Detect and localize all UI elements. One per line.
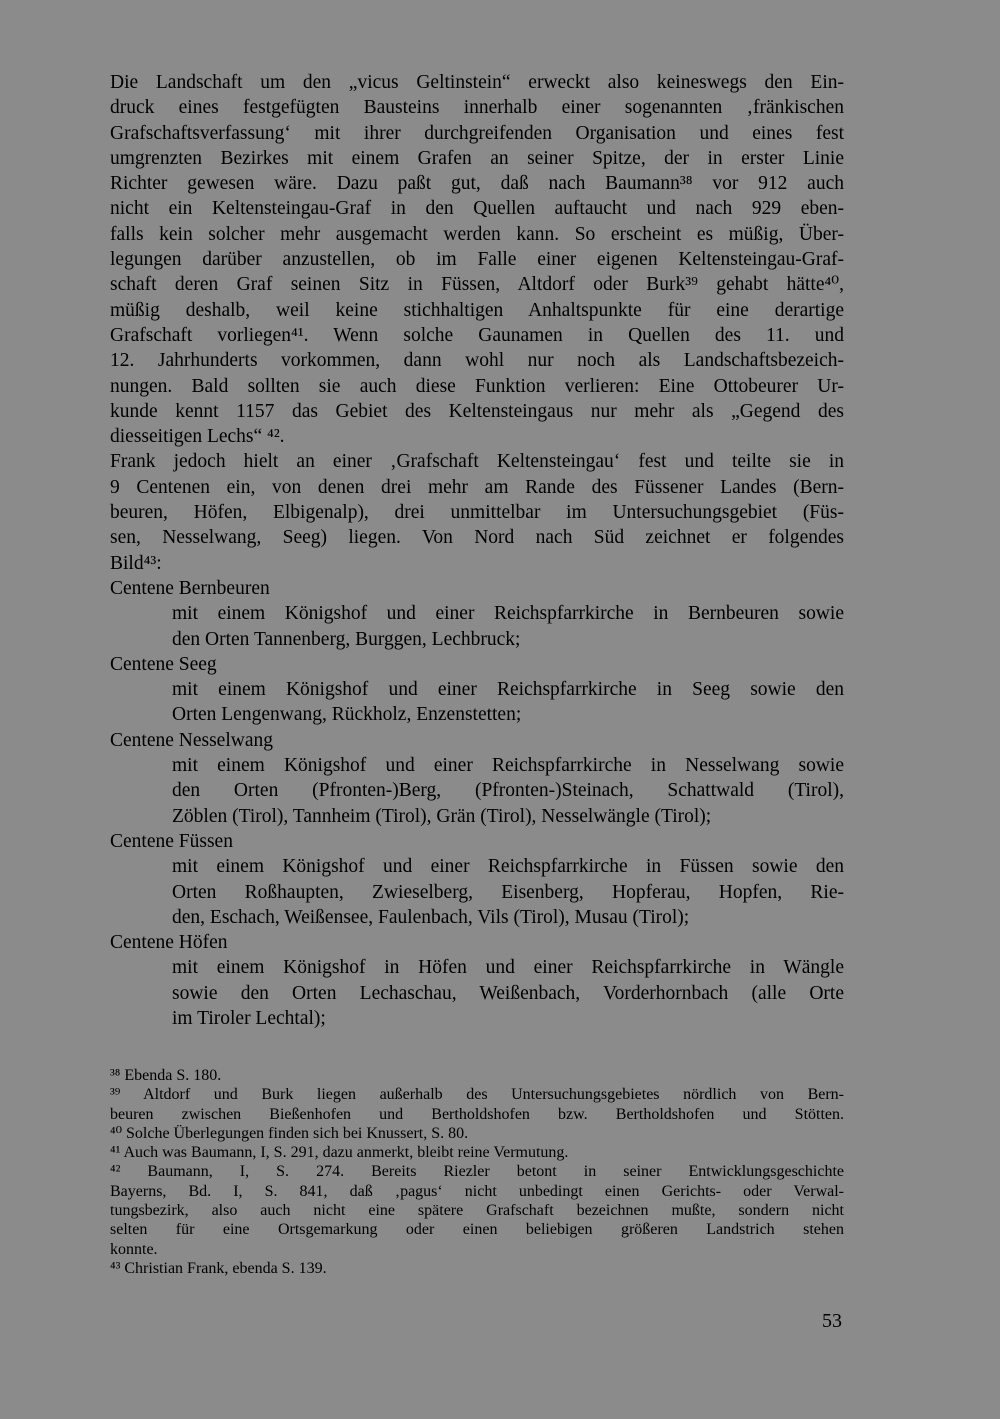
text-line: nicht ein Keltensteingau-Graf in den Quellen auftaucht und nach 929 eben- (110, 198, 844, 220)
footnote-line: ⁴¹ Auch was Baumann, I, S. 291, dazu anmerkt, bleibt reine Vermutung. (110, 1144, 569, 1162)
text-line: Frank jedoch hielt an einer ‚Grafschaft Keltensteingau‘ fest und teilte sie in (110, 451, 844, 473)
centene-detail: mit einem Königshof und einer Reichspfarrkirche in Füssen sowie den (172, 856, 844, 878)
footnote-line: ⁴² Baumann, I, S. 274. Bereits Riezler betont in seiner Entwicklungsgeschichte (110, 1163, 844, 1181)
text-line: schaft deren Graf seinen Sitz in Füssen, Altdorf oder Burk³⁹ gehabt hätte⁴⁰, (110, 274, 844, 296)
centene-detail: im Tiroler Lechtal); (172, 1007, 326, 1029)
centene-detail: den Orten (Pfronten-)Berg, (Pfronten-)Steinach, Schattwald (Tirol), (172, 780, 844, 802)
footnote-line: ⁴³ Christian Frank, ebenda S. 139. (110, 1259, 327, 1277)
text-line: falls kein solcher mehr ausgemacht werden kann. So erscheint es müßig, Über- (110, 223, 844, 245)
text-line: 12. Jahrhunderts vorkommen, dann wohl nur noch als Landschaftsbezeich- (110, 350, 844, 372)
footnote-line: Bayerns, Bd. I, S. 841, daß ‚pagus‘ nicht unbedingt einen Gerichts- oder Verwal- (110, 1182, 844, 1200)
footnote-line: konnte. (110, 1240, 158, 1258)
footnotes (110, 1066, 844, 1278)
centene-detail: den Orten Tannenberg, Burggen, Lechbruck; (172, 628, 521, 650)
centene-detail: sowie den Orten Lechaschau, Weißenbach, Vorderhornbach (alle Orte (172, 982, 844, 1004)
text-line: Grafschaftsverfassung‘ mit ihrer durchgreifenden Organisation und eines fest (110, 122, 844, 144)
centene-heading: Centene Füssen (110, 830, 233, 852)
text-line: müßig deshalb, weil keine stichhaltigen Anhaltspunkte für eine derartige (110, 299, 844, 321)
text-line: Bild⁴³: (110, 552, 162, 574)
text-line: legungen darüber anzustellen, ob im Falle einer eigenen Keltensteingau-Graf- (110, 249, 844, 271)
text-line: 9 Centenen ein, von denen drei mehr am Rande des Füssener Landes (Bern- (110, 476, 844, 498)
text-line: Richter gewesen wäre. Dazu paßt gut, daß nach Baumann³⁸ vor 912 auch (110, 173, 844, 195)
centene-heading: Centene Höfen (110, 932, 228, 954)
text-line: Die Landschaft um den „vicus Geltinstein“ erweckt also keineswegs den Ein- (110, 72, 844, 93)
footnote-line: ⁴⁰ Solche Überlegungen finden sich bei Knussert, S. 80. (110, 1124, 469, 1142)
text-line: sen, Nesselwang, Seeg) liegen. Von Nord nach Süd zeichnet er folgendes (110, 527, 844, 549)
footnote-line: ³⁸ Ebenda S. 180. (110, 1067, 222, 1084)
text-line: Grafschaft vorliegen⁴¹. Wenn solche Gaunamen in Quellen des 11. und (110, 324, 844, 346)
centene-detail: mit einem Königshof und einer Reichspfarrkirche in Bernbeuren sowie (172, 603, 844, 625)
text-line: diesseitigen Lechs“ ⁴². (110, 426, 285, 448)
centene-detail: Orten Lengenwang, Rückholz, Enzenstetten; (172, 704, 522, 726)
footnote-line: selten für eine Ortsgemarkung oder einen beliebigen größeren Landstrich stehen (110, 1221, 844, 1239)
text-line: umgrenzten Bezirkes mit einem Grafen an seiner Spitze, der in erster Linie (110, 147, 844, 169)
page-number: 53 (822, 1310, 842, 1332)
text-line: nungen. Bald sollten sie auch diese Funktion verlieren: Eine Ottobeurer Ur- (110, 375, 844, 397)
footnote-line: beuren zwischen Bießenhofen und Bertholdshofen bzw. Bertholdshofen und Stötten. (110, 1105, 844, 1123)
text-line: beuren, Höfen, Elbigenalp), drei unmittelbar im Untersuchungsgebiet (Füs- (110, 502, 844, 524)
text-line: druck eines festgefügten Bausteins innerhalb einer sogenannten ‚fränkischen (110, 97, 844, 119)
centene-heading: Centene Bernbeuren (110, 577, 270, 599)
centene-heading: Centene Nesselwang (110, 729, 273, 751)
footnote-line: ³⁹ Altdorf und Burk liegen außerhalb des Untersuchungsgebietes nördlich von Bern- (110, 1086, 844, 1104)
centene-heading: Centene Seeg (110, 653, 217, 675)
centene-detail: mit einem Königshof in Höfen und einer Reichspfarrkirche in Wängle (172, 957, 844, 979)
text-line: kunde kennt 1157 das Gebiet des Keltensteingaus nur mehr als „Gegend des (110, 400, 844, 422)
centene-detail: den, Eschach, Weißensee, Faulenbach, Vils (Tirol), Musau (Tirol); (172, 906, 690, 928)
centene-detail: mit einem Königshof und einer Reichspfarrkirche in Nesselwang sowie (172, 755, 844, 777)
centene-detail: Orten Roßhaupten, Zwieselberg, Eisenberg, Hopferau, Hopfen, Rie- (172, 881, 844, 903)
centene-detail: mit einem Königshof und einer Reichspfarrkirche in Seeg sowie den (172, 679, 844, 701)
main-text (110, 70, 844, 1031)
centene-detail: Zöblen (Tirol), Tannheim (Tirol), Grän (Tirol), Nesselwängle (Tirol); (172, 805, 712, 827)
footnote-line: tungsbezirk, also auch nicht eine spätere Grafschaft bezeichnen mußte, sondern nicht (110, 1202, 844, 1220)
